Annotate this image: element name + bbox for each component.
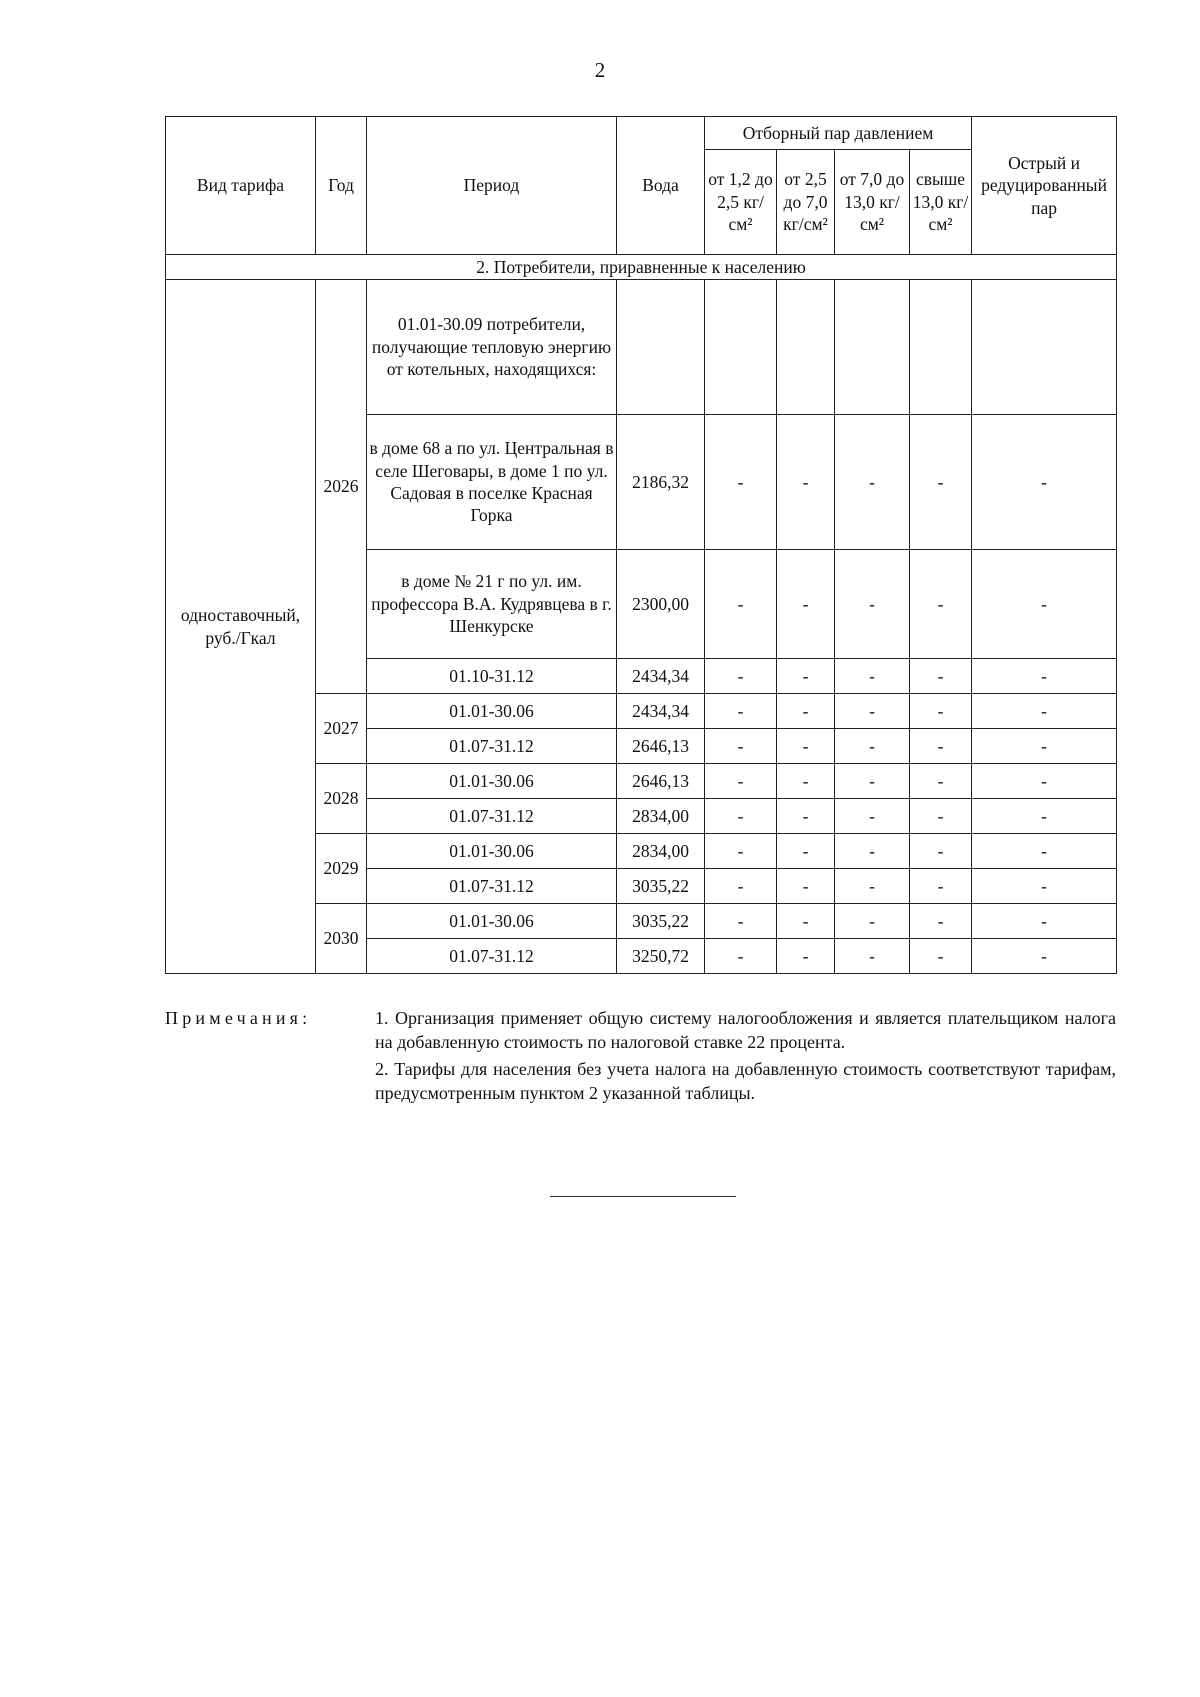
dash-cell: - xyxy=(835,415,910,550)
dash-cell: - xyxy=(705,834,777,869)
header-steam-1: от 1,2 до 2,5 кг/см² xyxy=(705,150,777,255)
header-row-1 xyxy=(166,117,1117,150)
dash-cell: - xyxy=(835,729,910,764)
dash-cell: - xyxy=(777,834,835,869)
period-cell: 01.01-30.09 потребители, получающие тепловую энергию от котельных, находящихся: xyxy=(367,280,617,415)
year-cell: 2027 xyxy=(316,694,367,764)
header-steam-4: свыше 13,0 кг/см² xyxy=(910,150,972,255)
dash-cell: - xyxy=(777,659,835,694)
dash-cell: - xyxy=(972,764,1117,799)
dash-cell: - xyxy=(972,939,1117,974)
dash-cell: - xyxy=(777,415,835,550)
dash-cell: - xyxy=(972,869,1117,904)
dash-cell: - xyxy=(705,869,777,904)
header-water: Вода xyxy=(617,117,705,255)
dash-cell: - xyxy=(910,939,972,974)
dash-cell: - xyxy=(705,550,777,659)
header-steam-3: от 7,0 до 13,0 кг/см² xyxy=(835,150,910,255)
water-cell: 2834,00 xyxy=(617,834,705,869)
dash-cell: - xyxy=(777,799,835,834)
end-divider xyxy=(550,1196,736,1197)
dash-cell: - xyxy=(777,694,835,729)
year-cell: 2029 xyxy=(316,834,367,904)
dash-cell: - xyxy=(777,764,835,799)
empty-cell xyxy=(835,280,910,415)
dash-cell: - xyxy=(910,799,972,834)
water-cell: 3250,72 xyxy=(617,939,705,974)
dash-cell: - xyxy=(910,764,972,799)
dash-cell: - xyxy=(910,415,972,550)
dash-cell: - xyxy=(835,694,910,729)
empty-cell xyxy=(910,280,972,415)
dash-cell: - xyxy=(705,694,777,729)
water-cell: 2834,00 xyxy=(617,799,705,834)
dash-cell: - xyxy=(972,799,1117,834)
water-cell: 2646,13 xyxy=(617,729,705,764)
dash-cell: - xyxy=(835,834,910,869)
dash-cell: - xyxy=(835,764,910,799)
water-cell: 2186,32 xyxy=(617,415,705,550)
water-cell: 2434,34 xyxy=(617,694,705,729)
dash-cell: - xyxy=(972,729,1117,764)
section-row xyxy=(166,255,1117,280)
dash-cell: - xyxy=(910,659,972,694)
period-cell: 01.07-31.12 xyxy=(367,869,617,904)
page-number: 2 xyxy=(594,58,606,82)
note-2: 2. Тарифы для населения без учета налога на добавленную стоимость соответствуют тарифам, предусмотренным пунктом 2 указанной таблицы. xyxy=(375,1058,1116,1103)
dash-cell: - xyxy=(777,904,835,939)
dash-cell: - xyxy=(705,939,777,974)
dash-cell: - xyxy=(777,729,835,764)
water-cell: 3035,22 xyxy=(617,904,705,939)
header-tariff-type: Вид тарифа xyxy=(166,117,316,255)
period-cell: 01.01-30.06 xyxy=(367,694,617,729)
year-cell: 2026 xyxy=(316,280,367,694)
dash-cell: - xyxy=(835,799,910,834)
dash-cell: - xyxy=(910,729,972,764)
dash-cell: - xyxy=(910,869,972,904)
header-sharp-steam: Острый и редуцированный пар xyxy=(972,117,1117,255)
note-1: 1. Организация применяет общую систему налогообложения и является плательщиком налога на добавленную стоимость по налоговой ставке 22 процента. xyxy=(375,1008,1116,1053)
period-cell: в доме № 21 г по ул. им. профессора В.А. Кудрявцева в г. Шенкурске xyxy=(367,550,617,659)
water-cell: 2300,00 xyxy=(617,550,705,659)
header-year: Год xyxy=(316,117,367,255)
dash-cell: - xyxy=(777,939,835,974)
water-cell: 2434,34 xyxy=(617,659,705,694)
dash-cell: - xyxy=(705,415,777,550)
year-cell: 2030 xyxy=(316,904,367,974)
dash-cell: - xyxy=(910,904,972,939)
dash-cell: - xyxy=(777,869,835,904)
period-cell: 01.01-30.06 xyxy=(367,834,617,869)
header-steam-2: от 2,5 до 7,0 кг/см² xyxy=(777,150,835,255)
year-cell: 2028 xyxy=(316,764,367,834)
dash-cell: - xyxy=(910,834,972,869)
section-title: 2. Потребители, приравненные к населению xyxy=(166,255,1117,280)
notes-body xyxy=(375,1006,1116,1105)
dash-cell: - xyxy=(972,550,1117,659)
dash-cell: - xyxy=(705,729,777,764)
dash-cell: - xyxy=(835,550,910,659)
dash-cell: - xyxy=(972,694,1117,729)
period-cell: 01.01-30.06 xyxy=(367,904,617,939)
dash-cell: - xyxy=(835,904,910,939)
dash-cell: - xyxy=(835,939,910,974)
water-cell: 2646,13 xyxy=(617,764,705,799)
notes-label: Примечания: xyxy=(165,1008,312,1028)
dash-cell: - xyxy=(835,869,910,904)
table-row xyxy=(166,280,1117,415)
dash-cell: - xyxy=(705,799,777,834)
period-cell: 01.07-31.12 xyxy=(367,939,617,974)
dash-cell: - xyxy=(705,659,777,694)
period-cell: 01.10-31.12 xyxy=(367,659,617,694)
dash-cell: - xyxy=(972,659,1117,694)
dash-cell: - xyxy=(835,659,910,694)
empty-cell xyxy=(972,280,1117,415)
dash-cell: - xyxy=(910,550,972,659)
period-cell: в доме 68 а по ул. Центральная в селе Шеговары, в доме 1 по ул. Садовая в поселке Красная Горка xyxy=(367,415,617,550)
dash-cell: - xyxy=(972,904,1117,939)
water-cell: 3035,22 xyxy=(617,869,705,904)
empty-cell xyxy=(705,280,777,415)
dash-cell: - xyxy=(972,834,1117,869)
period-cell: 01.01-30.06 xyxy=(367,764,617,799)
period-cell: 01.07-31.12 xyxy=(367,799,617,834)
period-cell: 01.07-31.12 xyxy=(367,729,617,764)
header-period: Период xyxy=(367,117,617,255)
dash-cell: - xyxy=(777,550,835,659)
empty-cell xyxy=(777,280,835,415)
tariff-name-cell: одноставочный, руб./Гкал xyxy=(166,280,316,974)
dash-cell: - xyxy=(705,764,777,799)
dash-cell: - xyxy=(910,694,972,729)
header-steam-group: Отборный пар давлением xyxy=(705,117,972,150)
dash-cell: - xyxy=(705,904,777,939)
water-cell xyxy=(617,280,705,415)
dash-cell: - xyxy=(972,415,1117,550)
tariff-table xyxy=(165,116,1117,974)
